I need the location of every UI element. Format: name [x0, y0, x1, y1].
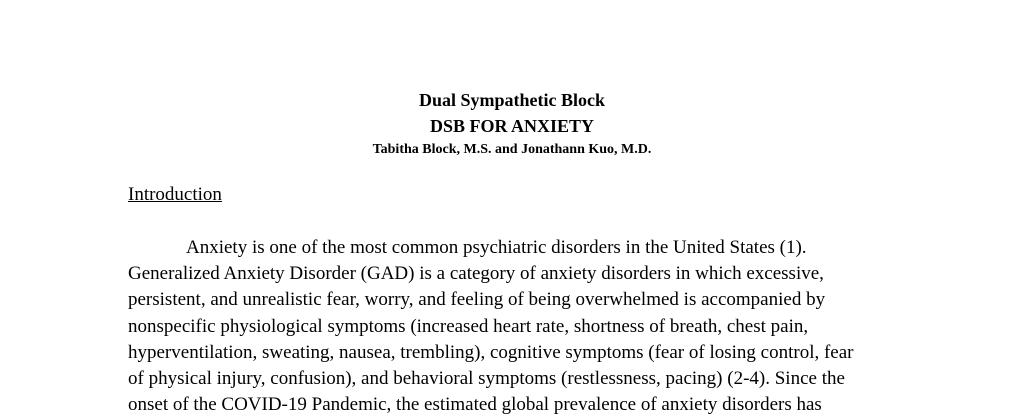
paragraph-line: nonspecific physiological symptoms (increased heart rate, shortness of breath, chest pain,	[128, 315, 809, 337]
document-subtitle: DSB FOR ANXIETY	[429, 116, 595, 136]
document-authors: Tabitha Block, M.S. and Jonathann Kuo, M.D.	[372, 142, 652, 157]
paragraph-line: hyperventilation, sweating, nausea, trembling), cognitive symptoms (fear of losing control, fear	[128, 341, 854, 363]
paragraph-line: persistent, and unrealistic fear, worry, and feeling of being overwhelmed is accompanied by	[128, 289, 826, 311]
paragraph-line: Generalized Anxiety Disorder (GAD) is a category of anxiety disorders in which excessive,	[128, 263, 824, 285]
paragraph-line: Anxiety is one of the most common psychiatric disorders in the United States (1).	[186, 237, 807, 258]
paragraph-line: of physical injury, confusion), and behavioral symptoms (restlessness, pacing) (2-4). Since the	[128, 368, 845, 390]
paragraph-line: onset of the COVID-19 Pandemic, the estimated global prevalence of anxiety disorders has	[128, 394, 822, 416]
section-heading-introduction: Introduction	[128, 184, 222, 205]
document-title: Dual Sympathetic Block	[418, 90, 605, 110]
introduction-paragraph	[128, 235, 888, 418]
